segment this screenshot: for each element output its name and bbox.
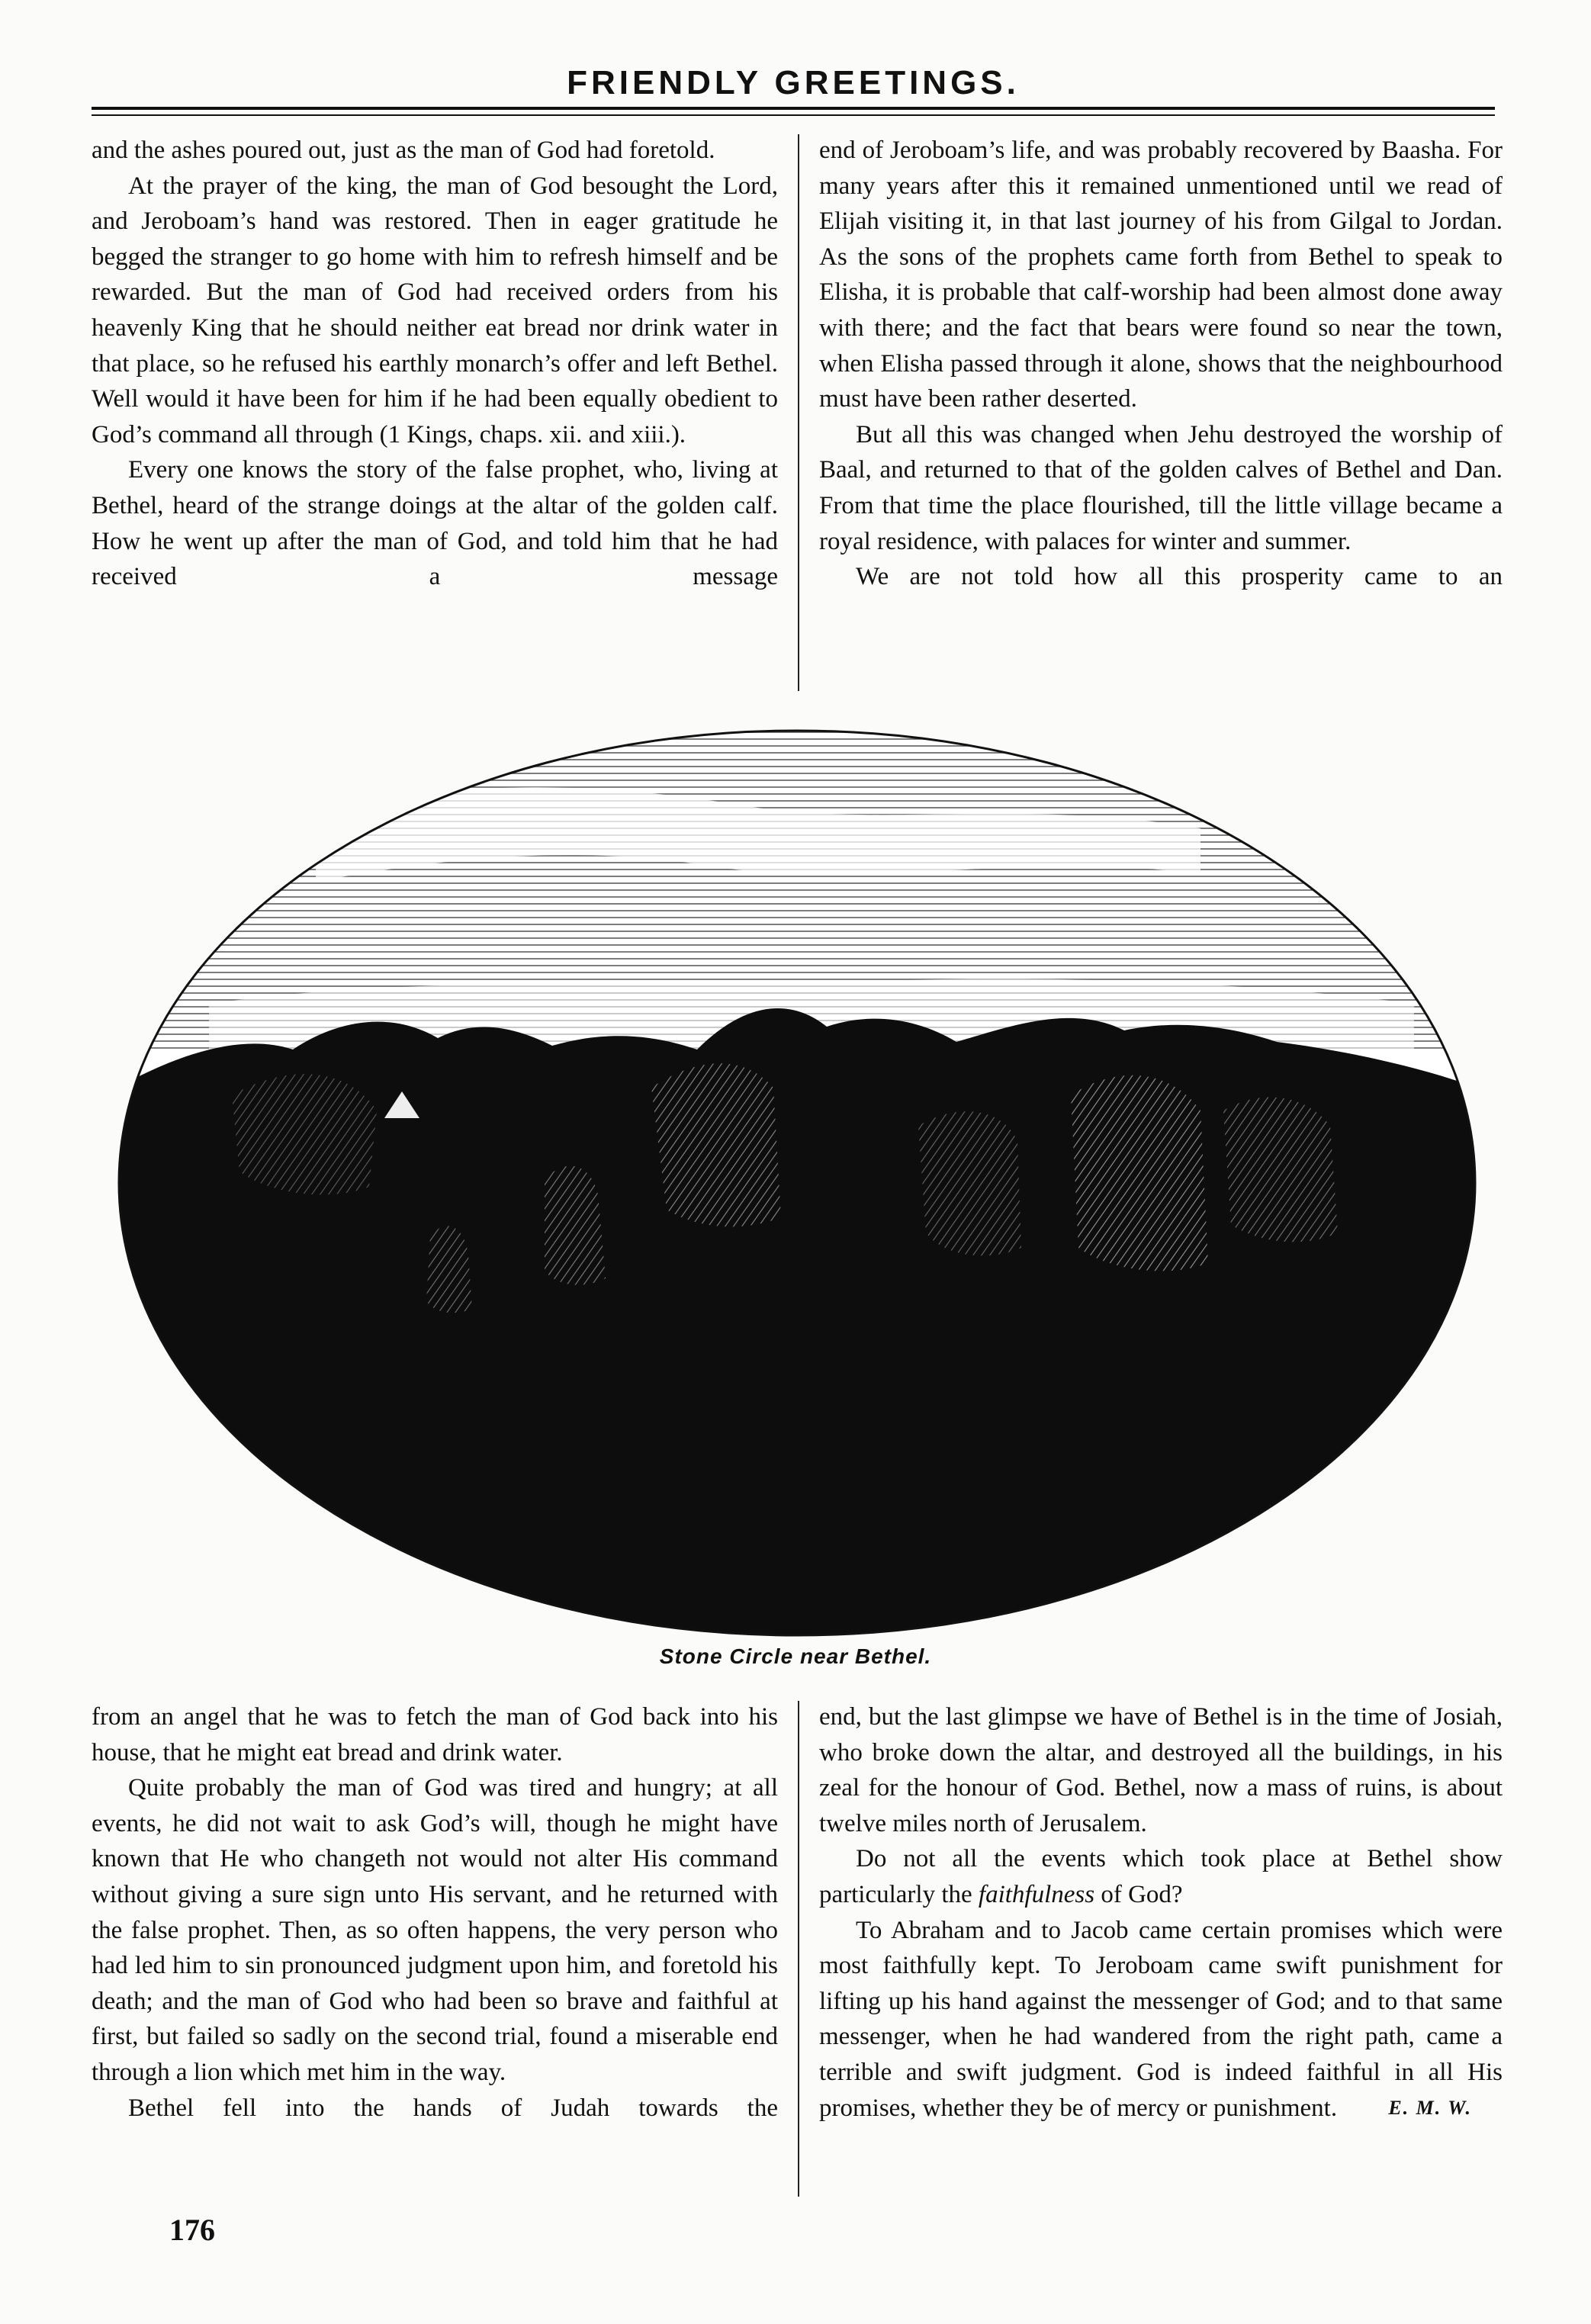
paragraph [819,1913,1503,2126]
paragraph: from an angel that he was to fetch the man of God back into his house, that he might eat bread and drink water. [92,1703,778,1766]
stone-circle-illustration [117,729,1477,1637]
paragraph: Quite probably the man of God was tired and hungry; at all events, he did not wait to ask God’s will, though he might have known that He who changeth not would not alter His command without giving a sure sign unto His servant, and he returned with the false prophet. Then, as so often happens, the very person who had led him to sin pronounced judgment upon him, and foretold his death; and the man of God who had been so brave and faithful at first, but failed so sadly on the second trial, found a miserable end through a lion which met him in the way. [92,1774,778,2086]
bottom-right-column [819,1699,1503,2126]
paragraph: But all this was changed when Jehu destroyed the worship of Baal, and returned to that of the golden calves of Bethel and Dan. From that time the place flourished, till the little village became a royal residence, with palaces for winter and summer. [819,420,1503,555]
column-divider [798,134,799,691]
page-header-title: FRIENDLY GREETINGS. [567,64,1020,101]
paragraph: end of Jeroboam’s life, and was probably recovered by Baasha. For many years after this it remained unmentioned until we read of Elijah visiting it, in that last journey of his from Gilgal to Jordan. As the sons of the prophets came forth from Bethel to speak to Elisha, it is probable that calf-worship had been almost done away with there; and the fact that bears were found so near the town, when Elisha passed through it alone, shows that the neighbourhood must have been rather deserted. [819,137,1503,413]
page-number: 176 [169,2213,215,2247]
paragraph-text: Do not all the events which took place at Bethel show particularly the [819,1845,1503,1908]
paragraph: Every one knows the story of the false prophet, who, living at Bethel, heard of the strange doings at the altar of the golden calf. How he went up after the man of God, and told him that he had received a message [92,456,778,591]
header-rule-thick [92,107,1495,110]
top-right-column [819,133,1503,595]
author-signature: E. M. W. [1388,2096,1472,2119]
paragraph [819,1841,1503,1912]
bottom-left-column [92,1699,778,2126]
paragraph-text: To Abraham and to Jacob came certain promises which were most faithfully kept. To Jeroboam came swift punishment for lifting up his hand against the messenger of God; and to that same messenger, when he had wandered from the right path, came a terrible and swift judgment. God is indeed faithful in all His promises, whether they be of mercy or punishment. [819,1916,1503,2122]
paragraph: We are not told how all this prosperity came to an [856,563,1503,591]
emphasis-text: faithfulness [978,1880,1095,1908]
paragraph-text: of God? [1094,1880,1183,1908]
column-divider [798,1701,799,2197]
paragraph: end, but the last glimpse we have of Bethel is in the time of Josiah, who broke down the altar, and destroyed all the buildings, in his zeal for the honour of God. Bethel, now a mass of ruins, is about twelve miles north of Jerusalem. [819,1703,1503,1837]
paragraph: At the prayer of the king, the man of God besought the Lord, and Jeroboam’s hand was restored. Then in eager gratitude he begged the stranger to go home with him to refresh himself and be rewarded. But the man of God had received orders from his heavenly King that he should neither eat bread nor drink water in that place, so he refused his earthly monarch’s offer and left Bethel. Well would it have been for him if he had been equally obedient to God’s command all through (1 Kings, chaps. xii. and xiii.). [92,172,778,448]
header-rule-thin [92,114,1495,116]
figure-caption: Stone Circle near Bethel. [659,1644,932,1668]
paragraph: and the ashes poured out, just as the man of God had foretold. [92,137,715,164]
paragraph: Bethel fell into the hands of Judah towards the [128,2094,778,2122]
top-left-column [92,133,778,595]
